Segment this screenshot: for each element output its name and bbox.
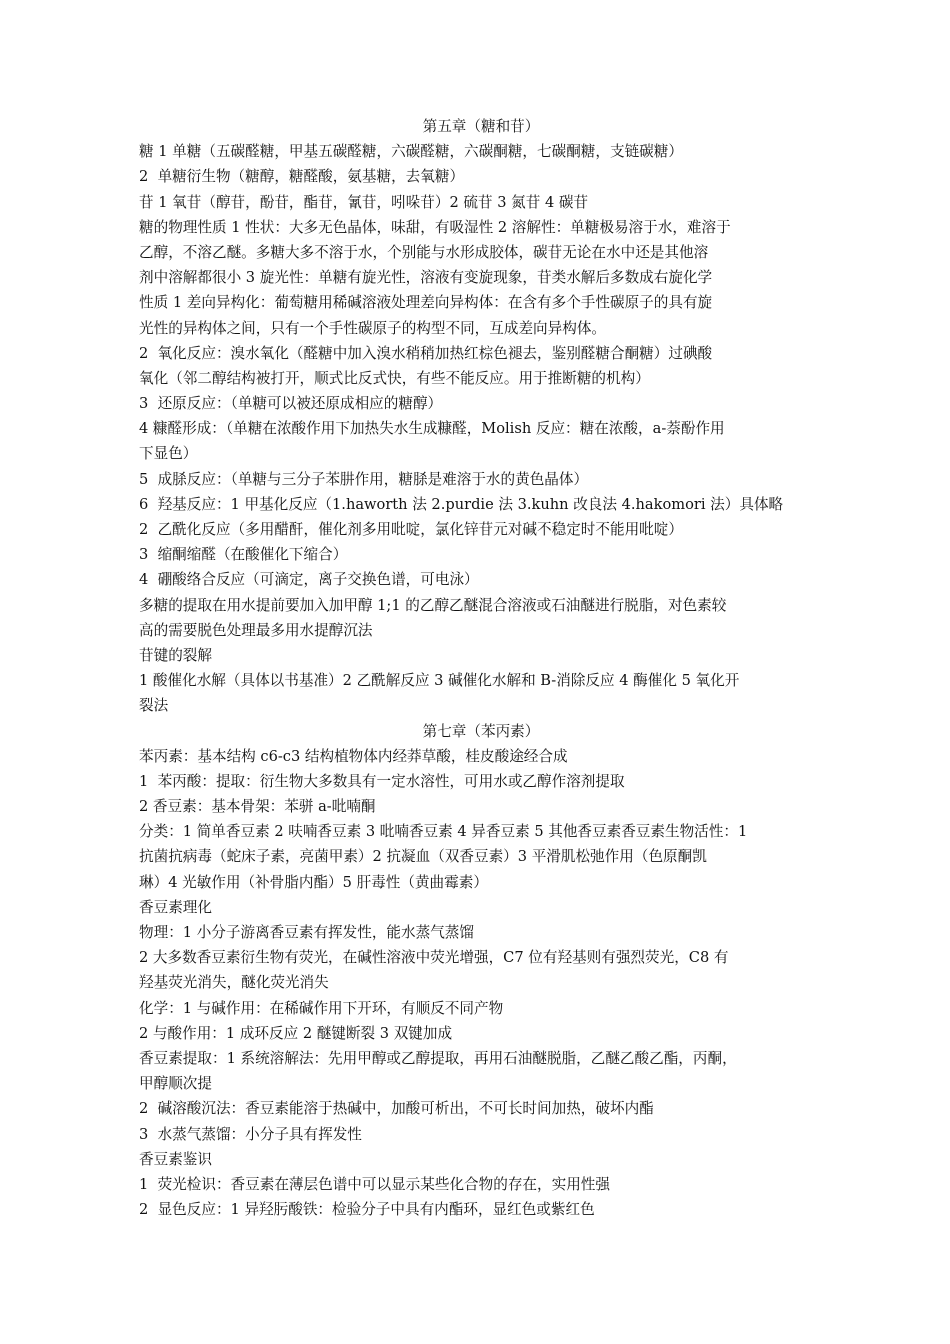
text-line: 香豆素理化 bbox=[139, 898, 212, 916]
text-line: 下显色） bbox=[139, 445, 198, 463]
text-line: 4 糠醛形成：（单糖在浓酸作用下加热失水生成糠醛，Molish 反应：糖在浓酸，a-萘酚作用 bbox=[139, 420, 725, 438]
text-line: 1 苯丙酸：提取：衍生物大多数具有一定水溶性，可用水或乙醇作溶剂提取 bbox=[139, 772, 625, 790]
text-line: 乙醇，不溶乙醚。多糖大多不溶于水，个别能与水形成胶体，碳苷无论在水中还是其他溶 bbox=[139, 243, 709, 261]
text-line: 香豆素提取：1 系统溶解法：先用甲醇或乙醇提取，再用石油醚脱脂，乙醚乙酸乙酯，丙酮， bbox=[139, 1049, 737, 1067]
text-line: 2 乙酰化反应（多用醋酐，催化剂多用吡啶，氯化锌苷元对碱不稳定时不能用吡啶） bbox=[139, 521, 683, 538]
text-line: 高的需要脱色处理最多用水提醇沉法 bbox=[139, 621, 373, 639]
text-line: 苷键的裂解 bbox=[139, 646, 212, 664]
text-line: 6 羟基反应：1 甲基化反应（1.haworth 法 2.purdie 法 3.kuhn 改良法 4.hakomori 法）具体略 bbox=[139, 495, 784, 513]
text-line: 5 成脎反应：（单糖与三分子苯肼作用，糖脎是难溶于水的黄色晶体） bbox=[139, 470, 589, 488]
text-line: 2 单糖衍生物（糖醇，糖醛酸，氨基糖，去氧糖） bbox=[139, 168, 465, 186]
text-line: 性质 1 差向异构化：葡萄糖用稀碱溶液处理差向异构体：在含有多个手性碳原子的具有旋 bbox=[139, 294, 713, 312]
chapter-heading: 第七章（苯丙素） bbox=[422, 722, 540, 740]
text-line: 糖 1 单糖（五碳醛糖，甲基五碳醛糖，六碳醛糖，六碳酮糖，七碳酮糖，支链碳糖） bbox=[139, 143, 683, 161]
text-line: 分类：1 简单香豆素 2 呋喃香豆素 3 吡喃香豆素 4 异香豆素 5 其他香豆素香豆素生物活性：1 bbox=[139, 823, 748, 841]
chapter-heading: 第五章（糖和苷） bbox=[422, 118, 540, 135]
text-line: 羟基荧光消失，醚化荧光消失 bbox=[139, 974, 329, 992]
text-line: 多糖的提取在用水提前要加入加甲醇 1;1 的乙醇乙醚混合溶液或石油醚进行脱脂，对色素较 bbox=[139, 596, 727, 614]
text-line: 物理：1 小分子游离香豆素有挥发性，能水蒸气蒸馏 bbox=[139, 924, 474, 941]
document-page bbox=[139, 114, 823, 1222]
text-line: 苯丙素：基本结构 c6-c3 结构植物体内经莽草酸，桂皮酸途经合成 bbox=[139, 747, 568, 765]
text-line: 糖的物理性质 1 性状：大多无色晶体，味甜，有吸湿性 2 溶解性：单糖极易溶于水，难溶于 bbox=[139, 218, 731, 236]
text-line: 3 水蒸气蒸馏：小分子具有挥发性 bbox=[139, 1125, 362, 1143]
text-line: 琳）4 光敏作用（补骨脂内酯）5 肝毒性（黄曲霉素） bbox=[139, 873, 488, 891]
text-line: 1 荧光检识：香豆素在薄层色谱中可以显示某些化合物的存在，实用性强 bbox=[139, 1175, 610, 1193]
text-line: 化学：1 与碱作用：在稀碱作用下开环，有顺反不同产物 bbox=[139, 999, 504, 1017]
text-line: 2 与酸作用：1 成环反应 2 醚键断裂 3 双键加成 bbox=[139, 1024, 453, 1042]
text-line: 裂法 bbox=[139, 697, 169, 715]
text-line: 2 大多数香豆素衍生物有荧光，在碱性溶液中荧光增强，C7 位有羟基则有强烈荧光，C8 有 bbox=[139, 949, 729, 967]
text-line: 4 硼酸络合反应（可滴定，离子交换色谱，可电泳） bbox=[139, 571, 479, 589]
text-line: 甲醇顺次提 bbox=[139, 1075, 212, 1093]
text-line: 香豆素鉴识 bbox=[139, 1150, 212, 1168]
text-line: 抗菌抗病毒（蛇床子素，亮菌甲素）2 抗凝血（双香豆素）3 平滑肌松弛作用（色原酮凯 bbox=[139, 848, 707, 866]
text-line: 3 还原反应：（单糖可以被还原成相应的糖醇） bbox=[139, 395, 443, 413]
text-line: 苷 1 氧苷（醇苷，酚苷，酯苷，氰苷，吲哚苷）2 硫苷 3 氮苷 4 碳苷 bbox=[139, 193, 589, 211]
text-line: 2 显色反应：1 异羟肟酸铁：检验分子中具有内酯环，显红色或紫红色 bbox=[139, 1201, 595, 1219]
text-line: 2 香豆素：基本骨架：苯骈 a-吡喃酮 bbox=[139, 798, 376, 816]
text-line: 光性的异构体之间，只有一个手性碳原子的构型不同，互成差向异构体。 bbox=[139, 319, 607, 337]
text-line: 氧化（邻二醇结构被打开，顺式比反式快，有些不能反应。用于推断糖的机构） bbox=[139, 369, 650, 387]
text-line: 剂中溶解都很小 3 旋光性：单糖有旋光性，溶液有变旋现象，苷类水解后多数成右旋化学 bbox=[139, 269, 713, 287]
text-line: 3 缩酮缩醛（在酸催化下缩合） bbox=[139, 546, 348, 564]
text-line: 2 氧化反应：溴水氧化（醛糖中加入溴水稍稍加热红棕色褪去，鉴别醛糖合酮糖）过碘酸 bbox=[139, 344, 713, 362]
text-line: 2 碱溶酸沉法：香豆素能溶于热碱中，加酸可析出，不可长时间加热，破坏内酯 bbox=[139, 1100, 654, 1118]
text-line: 1 酸催化水解（具体以书基准）2 乙酰解反应 3 碱催化水解和 B-消除反应 4 酶催化 5 氧化开 bbox=[139, 672, 740, 690]
